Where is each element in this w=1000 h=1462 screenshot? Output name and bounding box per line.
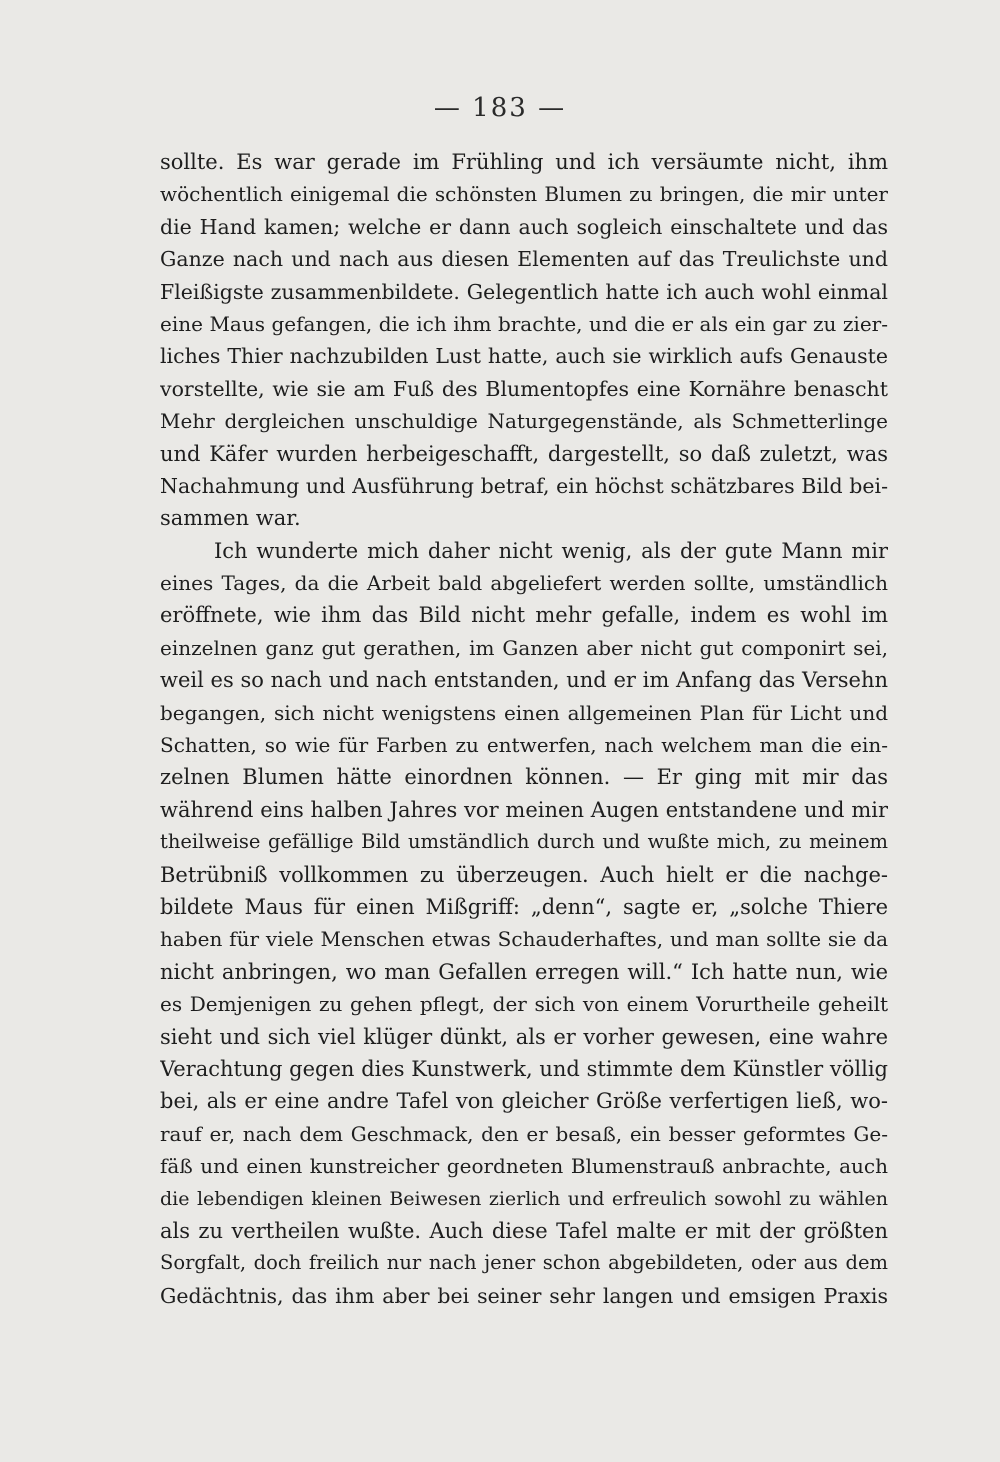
text-line: begangen, sich nicht wenigstens einen allgemeinen Plan für Licht und	[160, 700, 888, 725]
text-line: Ganze nach und nach aus diesen Elementen auf das Treulichste und	[160, 247, 888, 272]
page-number: — 183 —	[433, 93, 567, 123]
text-line: eines Tages, da die Arbeit bald abgeliefert werden sollte, umständlich	[160, 571, 888, 596]
text-line: haben für viele Menschen etwas Schauderhaftes, und man sollte sie da	[160, 927, 888, 952]
text-line: Verachtung gegen dies Kunstwerk, und stimmte dem Künstler völlig	[160, 1056, 888, 1081]
text-line: Betrübniß vollkommen zu überzeugen. Auch hielt er die nachge-	[160, 862, 888, 887]
text-line: es Demjenigen zu gehen pflegt, der sich von einem Vorurtheile geheilt	[160, 992, 888, 1017]
text-line: Mehr dergleichen unschuldige Naturgegenstände, als Schmetterlinge	[160, 409, 888, 434]
paragraph-end-line: sammen war.	[160, 506, 301, 531]
text-line: theilweise gefällige Bild umständlich durch und wußte mich, zu meinem	[160, 830, 888, 854]
text-line: liches Thier nachzubilden Lust hatte, auch sie wirklich aufs Genauste	[160, 344, 888, 369]
text-line: rauf er, nach dem Geschmack, den er besaß, ein besser geformtes Ge-	[160, 1121, 888, 1146]
text-line: Sorgfalt, doch freilich nur nach jener schon abgebildeten, oder aus dem	[160, 1251, 888, 1275]
text-line: nicht anbringen, wo man Gefallen erregen will.“ Ich hatte nun, wie	[160, 959, 888, 984]
text-line: weil es so nach und nach entstanden, und er im Anfang das Versehn	[160, 668, 888, 693]
paragraph-start-line: Ich wunderte mich daher nicht wenig, als der gute Mann mir	[214, 538, 888, 563]
text-line: Fleißigste zusammenbildete. Gelegentlich hatte ich auch wohl einmal	[160, 279, 888, 304]
text-line: Gedächtnis, das ihm aber bei seiner sehr langen und emsigen Praxis	[160, 1283, 888, 1308]
text-line: während eins halben Jahres vor meinen Augen entstandene und mir	[160, 797, 888, 822]
body-text	[160, 146, 888, 1312]
text-line: bei, als er eine andre Tafel von gleicher Größe verfertigen ließ, wo-	[160, 1089, 888, 1114]
text-line: und Käfer wurden herbeigeschafft, dargestellt, so daß zuletzt, was	[160, 441, 888, 466]
text-line: sieht und sich viel klüger dünkt, als er vorher gewesen, eine wahre	[160, 1024, 888, 1049]
text-line: bildete Maus für einen Mißgriff: „denn“, sagte er, „solche Thiere	[160, 894, 888, 919]
text-line: zelnen Blumen hätte einordnen können. — Er ging mit mir das	[160, 765, 888, 790]
text-line: fäß und einen kunstreicher geordneten Blumenstrauß anbrachte, auch	[160, 1154, 888, 1179]
text-line: Schatten, so wie für Farben zu entwerfen, nach welchem man die ein-	[160, 733, 888, 758]
text-line: sollte. Es war gerade im Frühling und ich versäumte nicht, ihm	[160, 150, 888, 174]
text-line: einzelnen ganz gut gerathen, im Ganzen aber nicht gut componirt sei,	[160, 635, 888, 660]
text-line: die lebendigen kleinen Beiwesen zierlich und erfreulich sowohl zu wählen	[160, 1187, 888, 1210]
text-line: als zu vertheilen wußte. Auch diese Tafel malte er mit der größten	[160, 1218, 888, 1243]
text-line: eine Maus gefangen, die ich ihm brachte, und die er als ein gar zu zier-	[160, 311, 888, 336]
text-line: eröffnete, wie ihm das Bild nicht mehr gefalle, indem es wohl im	[160, 603, 888, 628]
text-line: wöchentlich einigemal die schönsten Blumen zu bringen, die mir unter	[160, 182, 888, 207]
text-line: Nachahmung und Ausführung betraf, ein höchst schätzbares Bild bei-	[160, 473, 888, 498]
text-line: die Hand kamen; welche er dann auch sogleich einschaltete und das	[160, 214, 888, 239]
text-line: vorstellte, wie sie am Fuß des Blumentopfes eine Kornähre benascht	[160, 376, 888, 401]
